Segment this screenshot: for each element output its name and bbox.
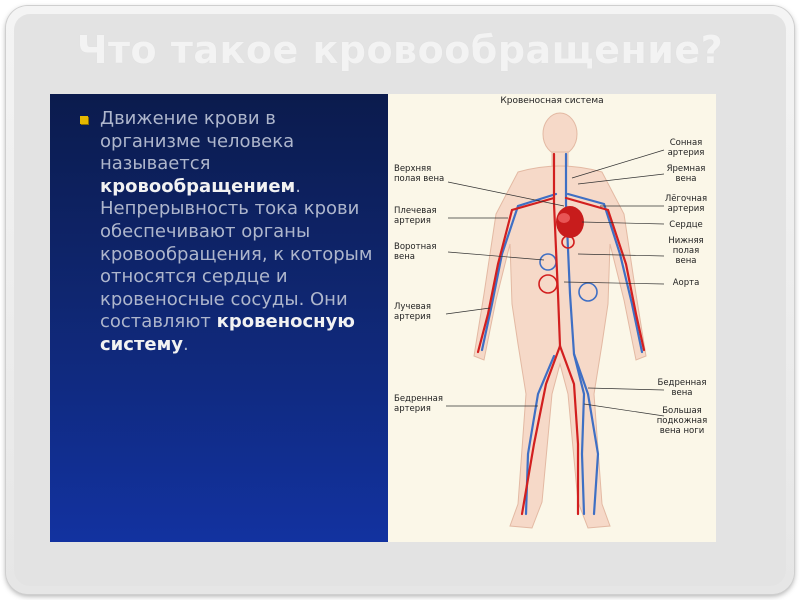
label-jugular-vein: Яремная вена [666, 164, 706, 184]
label-femoral-vein: Бедренная вена [657, 378, 707, 398]
label-pulmonary-artery: Лёгочная артерия [664, 194, 708, 214]
body-text-part-2: . Непрерывность тока крови обеспечивают органы кровообращения, к которым относятся сердце и кровеносные сосуды. Они составляют [100, 175, 373, 333]
label-great-saphenous-vein: Большая подкожная вена ноги [656, 406, 708, 436]
body-text-part-3: . [183, 333, 189, 355]
term-circulation: кровообращением [100, 175, 296, 197]
label-aorta: Аорта [672, 278, 700, 288]
label-upper-vena-cava: Верхняя полая вена [394, 164, 445, 184]
diagram-title: Кровеносная система [500, 96, 604, 106]
label-brachial-artery: Плечевая артерия [394, 206, 437, 226]
heart-shape [556, 206, 584, 238]
slide-title: Что такое кровообращение? [76, 28, 724, 72]
circulatory-diagram [388, 94, 716, 542]
body-paragraph [100, 108, 380, 357]
term-circulatory-system: кровеносную систему [100, 311, 355, 355]
label-carotid-artery: Сонная артерия [667, 138, 705, 158]
label-femoral-artery: Бедренная артерия [394, 394, 443, 414]
body-text-part-1: Движение крови в организме человека называется [100, 108, 295, 175]
text-panel [50, 94, 388, 542]
label-portal-vein: Воротная вена [394, 242, 437, 262]
bullet-square-icon [80, 116, 88, 124]
label-radial-artery: Лучевая артерия [394, 302, 432, 322]
label-lower-vena-cava: Нижняя полая вена [668, 236, 704, 266]
label-heart: Сердце [669, 220, 703, 230]
